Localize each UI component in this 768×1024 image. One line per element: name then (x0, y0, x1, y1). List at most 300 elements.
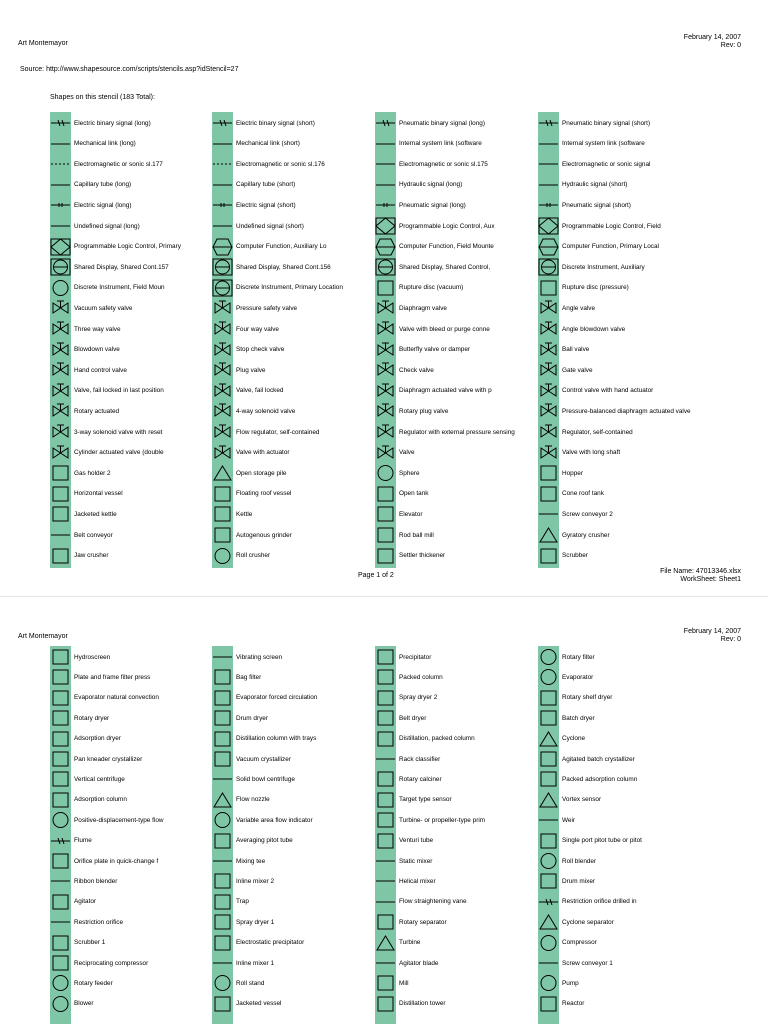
line-cross-icon (50, 832, 71, 850)
circle-icon (50, 279, 71, 297)
diamond-square-icon (50, 238, 71, 256)
date: February 14, 2007 (683, 628, 741, 635)
shape-label: Plug valve (236, 366, 266, 374)
shape-label: Programmable Logic Control, Primary (74, 243, 181, 251)
box-icon (538, 689, 559, 707)
shape-label: Pan kneader crystallizer (74, 755, 143, 763)
shape-label: Variable area flow indicator (236, 816, 313, 824)
shape-label: Discrete Instrument, Field Moun (74, 284, 165, 292)
shape-label: Plate and frame filter press (74, 673, 151, 681)
line-icon (50, 913, 71, 931)
valve-icon (375, 320, 396, 338)
shape-item (212, 154, 392, 174)
shape-item (50, 546, 230, 566)
shape-label: Rotary actuated (74, 407, 120, 415)
box-icon (50, 709, 71, 727)
shape-label: Pneumatic binary signal (long) (399, 119, 485, 127)
shape-label: Roll blender (562, 857, 597, 865)
line-cross-icon (375, 114, 396, 132)
circle-icon (212, 811, 233, 829)
triangle-icon (538, 913, 559, 931)
shape-label: Orifice plate in quick-change f (74, 857, 159, 865)
shape-item (538, 381, 718, 401)
shape-label: Drum dryer (236, 714, 268, 722)
box-icon (50, 954, 71, 972)
box-icon (212, 750, 233, 768)
shape-label: Scrubber 1 (74, 939, 106, 947)
triangle-icon (212, 464, 233, 482)
shape-label: Scrubber (562, 552, 588, 560)
shape-item (538, 688, 718, 708)
shape-item (375, 871, 555, 891)
shape-item (375, 546, 555, 566)
shape-label: Flow straightening vane (399, 898, 467, 906)
shape-label: Undefined signal (long) (74, 222, 140, 230)
valve-icon (50, 299, 71, 317)
shape-item (212, 504, 392, 524)
valve-icon (538, 361, 559, 379)
shape-label: Discrete Instrument, Auxiliary (562, 263, 645, 271)
shape-item (375, 790, 555, 810)
valve-icon (212, 320, 233, 338)
shape-label: Rotary feeder (74, 979, 113, 987)
line-dashed-icon (375, 196, 396, 214)
shape-item (212, 769, 392, 789)
shape-item (538, 401, 718, 421)
box-icon (375, 526, 396, 544)
shape-item (375, 688, 555, 708)
box-icon (375, 913, 396, 931)
shape-item (212, 216, 392, 236)
shape-label: Pressure-balanced diaphragm actuated valve (562, 407, 691, 415)
valve-icon (538, 423, 559, 441)
line-icon (538, 135, 559, 153)
shape-label: Elevator (399, 510, 423, 518)
line-icon (538, 176, 559, 194)
shape-item (50, 381, 230, 401)
shape-label: Ribbon blender (74, 877, 118, 885)
shape-label: Agitator (74, 898, 97, 906)
circle-icon (212, 547, 233, 565)
circle-icon (538, 668, 559, 686)
shape-item (538, 790, 718, 810)
shape-item (538, 443, 718, 463)
circle-line-icon (212, 258, 233, 276)
shape-label: Shared Display, Shared Cont.157 (74, 263, 169, 271)
shape-label: Cone roof tank (562, 490, 604, 498)
shape-item (538, 237, 718, 257)
shape-item (212, 360, 392, 380)
shape-item (212, 546, 392, 566)
line-cross-icon (212, 114, 233, 132)
valve-icon (538, 320, 559, 338)
shape-item (538, 667, 718, 687)
line-icon (212, 135, 233, 153)
shape-label: Helical mixer (399, 877, 436, 885)
shape-item (50, 175, 230, 195)
shape-label: Shared Display, Shared Cont.156 (236, 263, 331, 271)
shape-label: Undefined signal (short) (236, 222, 304, 230)
line-icon (375, 176, 396, 194)
box-icon (50, 485, 71, 503)
shape-label: Cylinder actuated valve (double (74, 449, 164, 457)
line-icon (212, 217, 233, 235)
valve-icon (212, 361, 233, 379)
shape-label: Vibrating screen (236, 653, 283, 661)
shape-item (212, 912, 392, 932)
shape-label: Blowdown valve (74, 346, 120, 354)
shape-label: Pneumatic signal (long) (399, 201, 466, 209)
box-icon (375, 668, 396, 686)
valve-icon (538, 444, 559, 462)
shape-item (212, 195, 392, 215)
line-icon (212, 176, 233, 194)
shape-item (538, 647, 718, 667)
shape-item (212, 443, 392, 463)
shape-item (50, 729, 230, 749)
shape-item (375, 195, 555, 215)
line-icon (50, 526, 71, 544)
shape-item (375, 953, 555, 973)
shape-item (212, 953, 392, 973)
shape-label: Computer Function, Auxiliary Lo (236, 243, 327, 251)
valve-icon (212, 341, 233, 359)
shape-label: Venturi tube (399, 837, 434, 845)
shape-item (212, 688, 392, 708)
shape-label: Flow nozzle (236, 796, 270, 804)
shape-item (212, 708, 392, 728)
box-icon (538, 872, 559, 890)
shape-item (212, 463, 392, 483)
shape-label: Hydraulic signal (short) (562, 181, 628, 189)
box-icon (538, 485, 559, 503)
box-icon (50, 852, 71, 870)
shape-item (538, 195, 718, 215)
line-cross-icon (50, 114, 71, 132)
shape-item (538, 831, 718, 851)
box-icon (50, 750, 71, 768)
shape-item (50, 113, 230, 133)
shape-label: Evaporator natural convection (74, 694, 159, 702)
shape-item (212, 790, 392, 810)
box-icon (212, 689, 233, 707)
shape-item (375, 973, 555, 993)
shape-label: Belt conveyor (74, 531, 113, 539)
shape-label: Rupture disc (vacuum) (399, 284, 464, 292)
shape-item (375, 422, 555, 442)
shape-item (538, 994, 718, 1014)
line-icon (375, 155, 396, 173)
shape-label: Agitator blade (399, 959, 439, 967)
box-icon (212, 485, 233, 503)
shape-item (212, 484, 392, 504)
shape-item (538, 340, 718, 360)
circle-icon (212, 974, 233, 992)
shape-label: Capillary tube (long) (74, 181, 132, 189)
shape-item (538, 933, 718, 953)
valve-icon (50, 320, 71, 338)
shape-item (212, 278, 392, 298)
shape-label: Turbine- or propeller-type prim (399, 816, 486, 824)
shape-label: 3-way solenoid valve with reset (74, 428, 163, 436)
shape-item (375, 667, 555, 687)
shape-item (375, 749, 555, 769)
box-icon (212, 730, 233, 748)
shape-label: Evaporator forced circulation (236, 694, 318, 702)
shape-label: Kettle (236, 510, 253, 518)
shape-item (50, 504, 230, 524)
shape-label: Reactor (562, 1000, 585, 1008)
box-icon (538, 279, 559, 297)
shape-label: Four way valve (236, 325, 279, 333)
box-icon (375, 974, 396, 992)
shape-item (212, 401, 392, 421)
line-dashed-icon (50, 196, 71, 214)
page-number: Page 1 of 2 (358, 572, 394, 579)
shape-label: Electromagnetic or sonic signal (562, 160, 651, 168)
shape-item (212, 113, 392, 133)
valve-icon (50, 382, 71, 400)
box-icon (212, 709, 233, 727)
shape-item (538, 113, 718, 133)
box-icon (375, 832, 396, 850)
shape-label: Horizontal vessel (74, 490, 123, 498)
shape-label: Rotary plug valve (399, 407, 449, 415)
dashed-line-icon (212, 155, 233, 173)
shape-label: Valve with long shaft (562, 449, 621, 457)
line-icon (212, 648, 233, 666)
shape-item (50, 688, 230, 708)
shape-label: Drum mixer (562, 877, 596, 885)
valve-icon (212, 299, 233, 317)
shape-item (538, 892, 718, 912)
valve-icon (538, 382, 559, 400)
shape-item (50, 790, 230, 810)
shape-item (50, 422, 230, 442)
source-line: Source: http://www.shapesource.com/scripts/stencils.asp?idStencil=27 (20, 66, 239, 73)
shape-label: Inline mixer 2 (236, 877, 275, 885)
shape-item (375, 729, 555, 749)
shape-label: Angle valve (562, 304, 596, 312)
page-divider (0, 596, 768, 597)
shape-label: Mill (399, 979, 409, 987)
shape-label: Pump (562, 979, 579, 987)
shape-label: Mechanical link (long) (74, 140, 136, 148)
circle-icon (538, 852, 559, 870)
shape-item (375, 994, 555, 1014)
shape-label: Electromagnetic or sonic sl.177 (74, 160, 163, 168)
shape-item (375, 892, 555, 912)
shape-label: Programmable Logic Control, Aux (399, 222, 495, 230)
shape-label: Electric signal (long) (74, 201, 132, 209)
shape-item (538, 708, 718, 728)
valve-icon (50, 423, 71, 441)
box-icon (375, 709, 396, 727)
shape-label: Static mixer (399, 857, 433, 865)
box-icon (375, 648, 396, 666)
line-cross-icon (538, 114, 559, 132)
shape-label: Stop check valve (236, 346, 285, 354)
shape-item (212, 892, 392, 912)
circle-icon (50, 995, 71, 1013)
shapes-heading: Shapes on this stencil (183 Total): (50, 94, 155, 101)
shape-label: Diaphragm actuated valve with p (399, 387, 492, 395)
shape-label: Averaging pitot tube (236, 837, 293, 845)
box-icon (375, 770, 396, 788)
circle-icon (538, 974, 559, 992)
hexagon-icon (538, 238, 559, 256)
shape-label: Spray dryer 1 (236, 918, 275, 926)
shape-label: Open storage pile (236, 469, 287, 477)
shape-label: Regulator, self-contained (562, 428, 633, 436)
shape-label: Jacketed vessel (236, 1000, 282, 1008)
box-icon (375, 730, 396, 748)
shape-item (538, 298, 718, 318)
box-icon (212, 505, 233, 523)
shape-item (50, 340, 230, 360)
box-icon (538, 547, 559, 565)
shape-label: Adsorption dryer (74, 735, 121, 743)
shape-label: Adsorption column (74, 796, 127, 804)
shape-label: Rack classifier (399, 755, 441, 763)
shape-label: Solid bowl centrifuge (236, 775, 295, 783)
box-icon (50, 730, 71, 748)
box-icon (50, 505, 71, 523)
box-icon (50, 770, 71, 788)
line-dashed-icon (538, 196, 559, 214)
box-icon (375, 995, 396, 1013)
shape-label: Butterfly valve or damper (399, 346, 471, 354)
shape-label: Hopper (562, 469, 583, 477)
valve-icon (212, 423, 233, 441)
box-icon (212, 995, 233, 1013)
line-icon (212, 954, 233, 972)
shape-label: Jaw crusher (74, 552, 109, 560)
shape-label: Capillary tube (short) (236, 181, 296, 189)
date: February 14, 2007 (683, 34, 741, 41)
shape-label: Precipitator (399, 653, 432, 661)
box-icon (538, 770, 559, 788)
shape-item (212, 175, 392, 195)
shape-item (375, 443, 555, 463)
shape-label: Valve with actuator (236, 449, 290, 457)
shape-item (212, 729, 392, 749)
shape-item (375, 278, 555, 298)
circle-icon (50, 811, 71, 829)
shape-item (50, 953, 230, 973)
line-icon (375, 872, 396, 890)
box-icon (50, 893, 71, 911)
shape-item (50, 871, 230, 891)
line-icon (375, 954, 396, 972)
shape-item (538, 278, 718, 298)
shape-label: Electric binary signal (short) (236, 119, 315, 127)
shape-label: Mechanical link (short) (236, 140, 300, 148)
shape-item (212, 973, 392, 993)
valve-icon (538, 341, 559, 359)
page-2 (0, 600, 768, 1024)
box-icon (538, 750, 559, 768)
shape-label: Packed column (399, 673, 443, 681)
circle-icon (375, 464, 396, 482)
shape-label: Internal system link (software (562, 140, 645, 148)
shape-label: Valve, fail locked in last position (74, 387, 164, 395)
box-icon (212, 832, 233, 850)
shape-item (375, 933, 555, 953)
shape-item (375, 113, 555, 133)
box-icon (50, 689, 71, 707)
box-icon (50, 668, 71, 686)
shape-item (538, 484, 718, 504)
shape-label: Restriction orifice (74, 918, 124, 926)
box-icon (375, 811, 396, 829)
shape-item (375, 298, 555, 318)
shape-item (212, 647, 392, 667)
valve-icon (212, 382, 233, 400)
box-icon (50, 648, 71, 666)
box-icon (50, 934, 71, 952)
shape-item (538, 319, 718, 339)
author: Art Montemayor (18, 633, 68, 640)
shape-item (375, 912, 555, 932)
line-icon (538, 155, 559, 173)
revision: Rev: 0 (720, 636, 741, 643)
shape-label: Packed adsorption column (562, 775, 638, 783)
circle-line-icon (375, 258, 396, 276)
shape-label: Rod ball mill (399, 531, 434, 539)
shape-item (212, 134, 392, 154)
triangle-icon (212, 791, 233, 809)
box-icon (375, 505, 396, 523)
shape-item (50, 484, 230, 504)
valve-icon (50, 361, 71, 379)
shape-item (538, 973, 718, 993)
shape-item (50, 933, 230, 953)
triangle-icon (375, 934, 396, 952)
line-icon (538, 811, 559, 829)
shape-label: Computer Function, Field Mounte (399, 243, 494, 251)
box-icon (212, 668, 233, 686)
shape-label: Single port pitot tube or pitot (562, 837, 642, 845)
box-icon (50, 547, 71, 565)
shape-item (50, 912, 230, 932)
valve-icon (375, 299, 396, 317)
worksheet-name: WorkSheet: Sheet1 (680, 576, 741, 583)
shape-label: Bag filter (236, 673, 262, 681)
circle-icon (538, 648, 559, 666)
shape-label: Vacuum safety valve (74, 304, 133, 312)
line-icon (50, 176, 71, 194)
hexagon-icon (375, 238, 396, 256)
shape-label: Electromagnetic or sonic sl.175 (399, 160, 488, 168)
shape-item (375, 340, 555, 360)
shape-label: Electrostatic precipitator (236, 939, 305, 947)
shape-label: Rupture disc (pressure) (562, 284, 629, 292)
shape-label: Rotary separator (399, 918, 447, 926)
shape-item (50, 237, 230, 257)
shape-item (212, 667, 392, 687)
shape-item (538, 546, 718, 566)
shape-label: Electromagnetic or sonic sl.176 (236, 160, 325, 168)
line-icon (50, 872, 71, 890)
author: Art Montemayor (18, 40, 68, 47)
shape-label: Pneumatic signal (short) (562, 201, 631, 209)
hexagon-icon (212, 238, 233, 256)
shape-item (375, 504, 555, 524)
line-icon (212, 852, 233, 870)
shape-item (50, 973, 230, 993)
box-icon (375, 485, 396, 503)
